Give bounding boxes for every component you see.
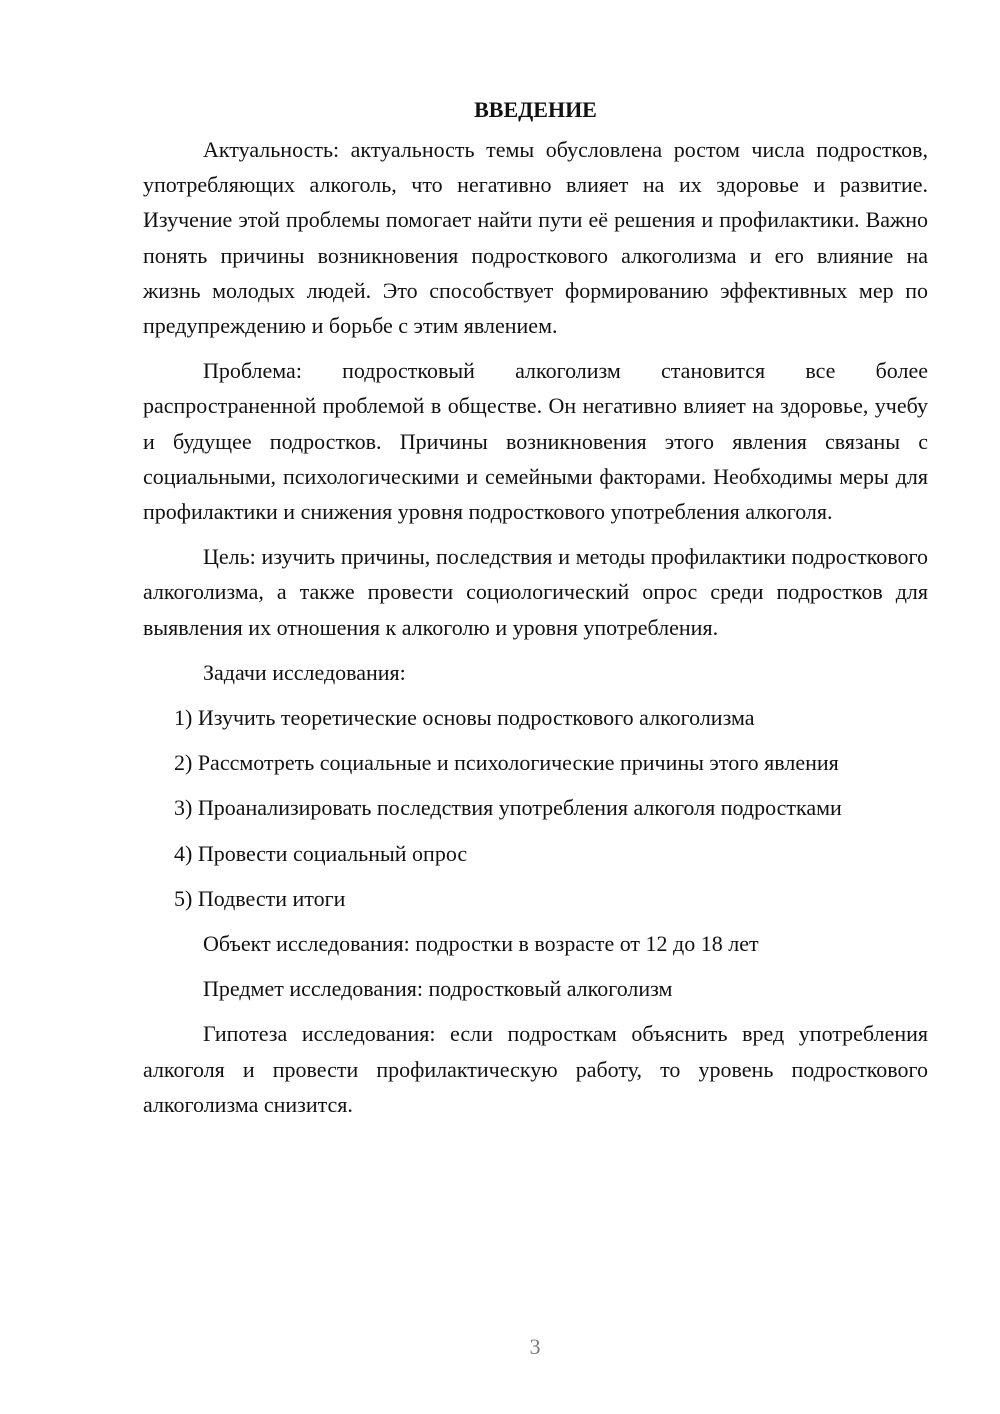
task-item-5: 5) Подвести итоги [174, 885, 346, 911]
page-title: ВВЕДЕНИЕ [474, 97, 597, 122]
object-paragraph: Объект исследования: подростки в возрасте от 12 до 18 лет [203, 931, 759, 957]
hypothesis-paragraph: Гипотеза исследования: если подросткам объяснить вред употребления алкоголя и провести профилактическую работу, то уровень подросткового алкоголизма снизится. [143, 1021, 928, 1117]
problem-paragraph: Проблема: подростковый алкоголизм становится все более распространенной проблемой в обществе. Он негативно влияет на здоровье, учебу и будущее подростков. Причины возникновения этого явления связаны с социальными, психологическими и семейными факторами. Необходимы меры для профилактики и снижения уровня подросткового употребления алкоголя. [143, 358, 928, 525]
task-item-2: 2) Рассмотреть социальные и психологические причины этого явления [174, 750, 839, 776]
task-item-3: 3) Проанализировать последствия употребления алкоголя подростками [174, 795, 842, 821]
task-item-4: 4) Провести социальный опрос [174, 840, 468, 866]
document-body [143, 92, 928, 1132]
subject-paragraph: Предмет исследования: подростковый алкоголизм [203, 976, 673, 1002]
task-item-1: 1) Изучить теоретические основы подросткового алкоголизма [174, 705, 755, 731]
page-number: 3 [529, 1334, 541, 1359]
goal-paragraph: Цель: изучить причины, последствия и методы профилактики подросткового алкоголизма, а также провести социологический опрос среди подростков для выявления их отношения к алкоголю и уровня употребления. [143, 544, 928, 640]
tasks-heading: Задачи исследования: [203, 659, 406, 685]
relevance-paragraph: Актуальность: актуальность темы обусловлена ростом числа подростков, употребляющих алкоголь, что негативно влияет на их здоровье и развитие. Изучение этой проблемы помогает найти пути её решения и профилактики. Важно понять причины возникновения подросткового алкоголизма и его влияние на жизнь молодых людей. Это способствует формированию эффективных мер по предупреждению и борьбе с этим явлением. [143, 137, 928, 339]
